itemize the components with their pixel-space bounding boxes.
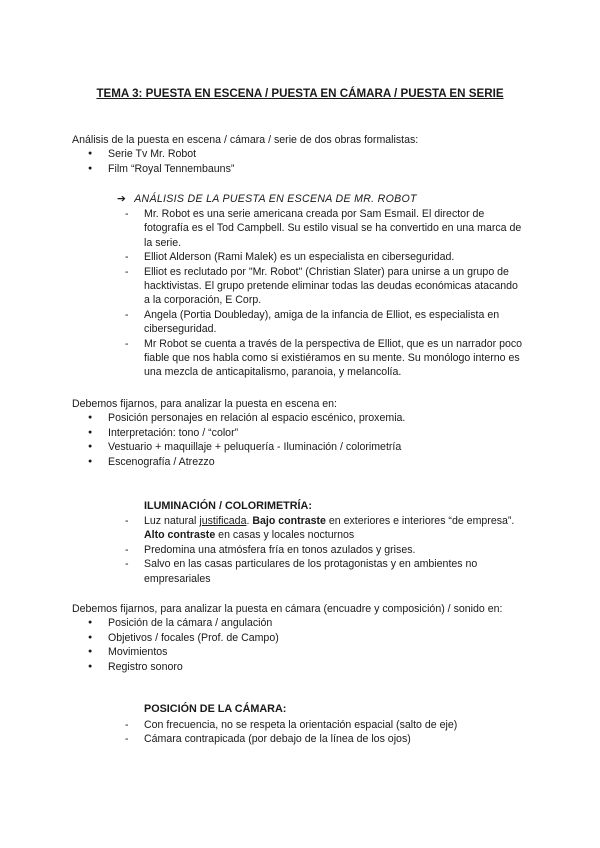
analysis-heading [117, 192, 417, 206]
works-list [72, 147, 542, 176]
list-item: - Elliot es reclutado por "Mr. Robot" (Christian Slater) para unirse a un grupo de hacktivistas. El grupo pretende eliminar todas las deudas económicas atacando a la corporación, E Corp. [144, 265, 524, 308]
list-item: ● Escenografía / Atrezzo [72, 455, 542, 469]
list-item: - Salvo en las casas particulares de los protagonistas y en ambientes no empresariales [144, 557, 519, 586]
analysis-heading-text: ANÁLISIS DE LA PUESTA EN ESCENA DE MR. ROBOT [134, 193, 417, 205]
intro-section [72, 133, 542, 176]
analysis-list [144, 207, 524, 380]
list-item: ● Interpretación: tono / “color” [72, 426, 542, 440]
intro-text: Análisis de la puesta en escena / cámara / serie de dos obras formalistas: [72, 134, 419, 146]
iluminacion-heading: ILUMINACIÓN / COLORIMETRÍA: [144, 500, 312, 512]
posicion-list [144, 718, 524, 747]
list-item: ● Movimientos [72, 645, 552, 659]
list-item: ● Film “Royal Tennembauns” [72, 162, 542, 176]
list-item: ● Posición de la cámara / angulación [72, 616, 552, 630]
list-item: - Mr Robot se cuenta a través de la perspectiva de Elliot, que es un narrador poco fiable que nos habla como si existiéramos en su mente. Su monólogo interno es una mezcla de anticapitalismo, paranoia, y melancolía. [144, 337, 524, 380]
list-item: - Con frecuencia, no se respeta la orientación espacial (salto de eje) [144, 718, 524, 732]
escena-intro: Debemos fijarnos, para analizar la puesta en escena en: [72, 398, 338, 410]
list-item: ● Serie Tv Mr. Robot [72, 147, 542, 161]
camara-section [72, 602, 552, 674]
escena-list [72, 411, 542, 469]
list-item: - Cámara contrapicada (por debajo de la línea de los ojos) [144, 732, 524, 746]
camara-intro: Debemos fijarnos, para analizar la puesta en cámara (encuadre y composición) / sonido en: [72, 603, 503, 615]
list-item: ● Objetivos / focales (Prof. de Campo) [72, 631, 552, 645]
iluminacion-list [144, 514, 519, 586]
list-item: - Angela (Portia Doubleday), amiga de la infancia de Elliot, es especialista en ciberseguridad. [144, 308, 524, 337]
list-item: - Mr. Robot es una serie americana creada por Sam Esmail. El director de fotografía es el Tod Campbell. Su estilo visual se ha convertido en una marca de la serie. [144, 207, 524, 250]
list-item: - Luz natural justificada. Bajo contraste en exteriores e interiores “de empresa”. Alto contraste en casas y locales nocturnos [144, 514, 519, 543]
list-item: ● Posición personajes en relación al espacio escénico, proxemia. [72, 411, 542, 425]
list-item: - Predomina una atmósfera fría en tonos azulados y grises. [144, 543, 519, 557]
list-item: ● Vestuario + maquillaje + peluquería - Iluminación / colorimetría [72, 440, 542, 454]
underlined-term: justificada [199, 515, 247, 527]
camara-list [72, 616, 552, 674]
arrow-icon: ➔ [117, 193, 127, 205]
list-item: - Elliot Alderson (Rami Malek) es un especialista en ciberseguridad. [144, 250, 524, 264]
posicion-heading: POSICIÓN DE LA CÁMARA: [144, 703, 287, 715]
list-item: ● Registro sonoro [72, 660, 552, 674]
escena-section [72, 397, 542, 469]
bold-term: Bajo contraste [252, 515, 326, 527]
bold-term: Alto contraste [144, 529, 216, 542]
page-title: TEMA 3: PUESTA EN ESCENA / PUESTA EN CÁMARA / PUESTA EN SERIE [96, 87, 504, 100]
